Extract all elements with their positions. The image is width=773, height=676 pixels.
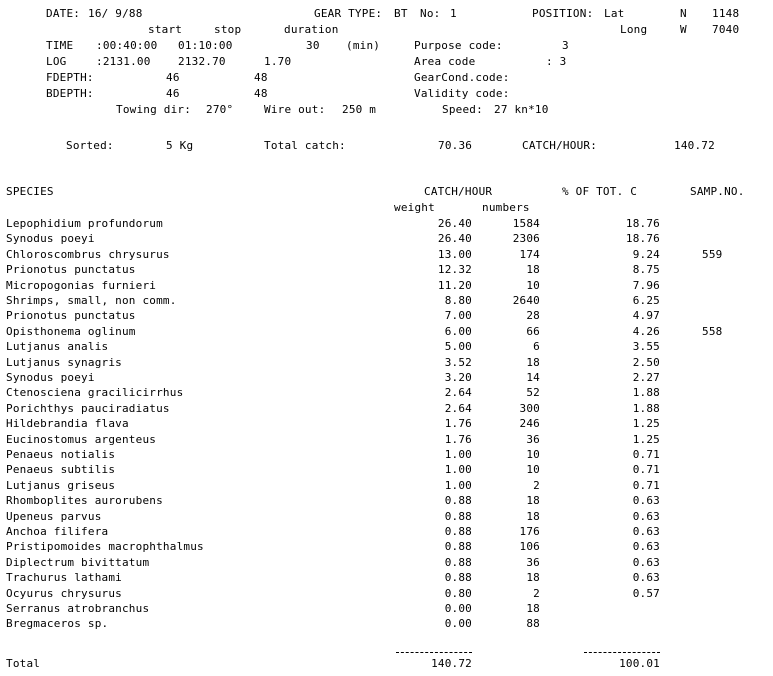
catch-numbers: 10 xyxy=(526,278,540,292)
catch-numbers: 14 xyxy=(526,371,540,384)
pct-of-total: 0.57 xyxy=(632,586,660,600)
species-name: Penaeus subtilis xyxy=(6,463,116,477)
catch-weight: 6.00 xyxy=(444,324,472,338)
catch-numbers: 10 xyxy=(526,463,540,477)
catch-numbers: 1584 xyxy=(512,217,540,230)
species-name: Chloroscombrus chrysurus xyxy=(6,247,170,261)
catch-numbers: 52 xyxy=(526,386,540,400)
towing-dir-value: 270° xyxy=(206,103,234,116)
pct-of-total: 18.76 xyxy=(625,217,660,230)
species-name: Synodus poeyi xyxy=(6,371,95,384)
total-weight-separator xyxy=(396,652,472,653)
col-duration-label: duration xyxy=(284,23,339,36)
catch-weight: 0.88 xyxy=(444,509,472,523)
species-name: Rhomboplites aurorubens xyxy=(6,494,163,508)
catch-weight: 1.00 xyxy=(444,463,472,477)
weight-subheader: weight xyxy=(394,201,435,214)
total-catch-value: 70.36 xyxy=(438,139,473,152)
wire-out-value: 250 m xyxy=(342,103,377,116)
species-name: Penaeus notialis xyxy=(6,448,116,461)
catch-numbers: 36 xyxy=(526,555,540,569)
pct-total-column-header: % OF TOT. C xyxy=(562,185,638,198)
sample-number: 558 xyxy=(702,324,723,338)
pct-of-total: 0.63 xyxy=(632,525,660,538)
lat-label: Lat xyxy=(604,7,625,20)
catch-weight: 8.80 xyxy=(444,294,472,307)
pct-of-total: 18.76 xyxy=(625,232,660,246)
catch-weight: 1.00 xyxy=(444,448,472,461)
catch-numbers: 18 xyxy=(526,509,540,523)
catch-numbers: 300 xyxy=(519,401,540,415)
log-stop: 2132.70 xyxy=(178,55,226,68)
total-catch-label: Total catch: xyxy=(264,139,346,152)
station-no-value: 1 xyxy=(450,7,457,20)
speed-label: Speed: xyxy=(442,103,483,116)
pct-of-total: 0.63 xyxy=(632,494,660,508)
fdepth-start: 46 xyxy=(166,71,180,84)
species-name: Lutjanus synagris xyxy=(6,355,122,369)
fdepth-stop: 48 xyxy=(254,71,268,84)
log-label: LOG xyxy=(46,55,67,68)
purpose-code-label: Purpose code: xyxy=(414,39,503,52)
catch-weight: 1.76 xyxy=(444,417,472,431)
catch-numbers: 18 xyxy=(526,263,540,277)
species-name: Prionotus punctatus xyxy=(6,309,136,323)
long-hemisphere: W xyxy=(680,23,687,36)
total-pct: 100.01 xyxy=(619,657,660,670)
date-value: 16/ 9/88 xyxy=(88,7,143,20)
time-duration: 30 xyxy=(306,39,320,52)
towing-dir-label: Towing dir: xyxy=(116,103,192,116)
total-pct-separator xyxy=(584,652,660,653)
col-start-label: start xyxy=(148,23,183,36)
pct-of-total: 1.25 xyxy=(632,417,660,431)
catch-weight: 1.00 xyxy=(444,478,472,492)
catch-weight: 3.52 xyxy=(444,355,472,369)
catch-numbers: 36 xyxy=(526,432,540,446)
species-name: Lepophidium profundorum xyxy=(6,217,163,230)
speed-value: 27 kn*10 xyxy=(494,103,549,116)
bdepth-stop: 48 xyxy=(254,87,268,100)
time-start: :00:40:00 xyxy=(96,39,158,52)
species-name: Prionotus punctatus xyxy=(6,263,136,277)
pct-of-total: 7.96 xyxy=(632,278,660,292)
catch-weight: 26.40 xyxy=(437,232,472,246)
catch-weight: 7.00 xyxy=(444,309,472,323)
station-no-label: No: xyxy=(420,7,441,20)
pct-of-total: 1.88 xyxy=(632,386,660,400)
species-name: Pristipomoides macrophthalmus xyxy=(6,540,204,554)
species-name: Lutjanus griseus xyxy=(6,478,116,492)
position-label: POSITION: xyxy=(532,7,594,20)
validity-code-label: Validity code: xyxy=(414,87,510,100)
catch-numbers: 2306 xyxy=(512,232,540,246)
pct-of-total: 6.25 xyxy=(632,294,660,307)
col-stop-label: stop xyxy=(214,23,242,36)
species-name: Ctenosciena gracilicirrhus xyxy=(6,386,184,400)
catch-numbers: 18 xyxy=(526,355,540,369)
catch-numbers: 10 xyxy=(526,448,540,461)
species-name: Serranus atrobranchus xyxy=(6,602,150,615)
species-name: Upeneus parvus xyxy=(6,509,102,523)
catch-weight: 1.76 xyxy=(444,432,472,446)
catch-numbers: 176 xyxy=(519,525,540,538)
species-name: Eucinostomus argenteus xyxy=(6,432,157,446)
catch-numbers: 28 xyxy=(526,309,540,323)
catch-numbers: 2640 xyxy=(512,294,540,307)
catch-numbers: 18 xyxy=(526,494,540,508)
gear-type-label: GEAR TYPE: xyxy=(314,7,383,20)
catch-numbers: 18 xyxy=(526,571,540,585)
catch-weight: 0.88 xyxy=(444,571,472,585)
lat-hemisphere: N xyxy=(680,7,687,20)
species-name: Anchoa filifera xyxy=(6,525,109,538)
catch-weight: 0.00 xyxy=(444,617,472,631)
numbers-subheader: numbers xyxy=(482,201,530,214)
area-code-value: : 3 xyxy=(546,55,567,68)
species-name: Diplectrum bivittatum xyxy=(6,555,150,569)
catch-weight: 0.88 xyxy=(444,555,472,569)
sorted-value: 5 Kg xyxy=(166,139,194,152)
gearcond-code-label: GearCond.code: xyxy=(414,71,510,84)
species-column-header: SPECIES xyxy=(6,185,54,198)
pct-of-total: 1.25 xyxy=(632,432,660,446)
bdepth-label: BDEPTH: xyxy=(46,87,94,100)
pct-of-total: 0.63 xyxy=(632,509,660,523)
catch-weight: 2.64 xyxy=(444,386,472,400)
pct-of-total: 0.63 xyxy=(632,555,660,569)
total-weight: 140.72 xyxy=(431,657,472,670)
species-name: Synodus poeyi xyxy=(6,232,95,246)
pct-of-total: 2.50 xyxy=(632,355,660,369)
pct-of-total: 0.63 xyxy=(632,540,660,554)
species-name: Porichthys pauciradiatus xyxy=(6,401,170,415)
total-label: Total xyxy=(6,657,41,670)
pct-of-total: 9.24 xyxy=(632,247,660,261)
catch-weight: 12.32 xyxy=(437,263,472,277)
catch-weight: 26.40 xyxy=(437,217,472,230)
species-name: Shrimps, small, non comm. xyxy=(6,294,177,307)
pct-of-total: 2.27 xyxy=(632,371,660,384)
catch-numbers: 2 xyxy=(533,586,540,600)
log-start: :2131.00 xyxy=(96,55,151,68)
log-duration: 1.70 xyxy=(264,55,292,68)
pct-of-total: 4.97 xyxy=(632,309,660,323)
species-name: Opisthonema oglinum xyxy=(6,324,136,338)
sample-no-column-header: SAMP.NO. xyxy=(690,185,745,198)
pct-of-total: 0.63 xyxy=(632,571,660,585)
catch-numbers: 246 xyxy=(519,417,540,431)
species-name: Hildebrandia flava xyxy=(6,417,129,431)
bdepth-start: 46 xyxy=(166,87,180,100)
sample-number: 559 xyxy=(702,247,723,261)
pct-of-total: 0.71 xyxy=(632,478,660,492)
species-name: Micropogonias furnieri xyxy=(6,278,157,292)
lat-value: 1148 xyxy=(712,7,740,20)
sorted-label: Sorted: xyxy=(66,139,114,152)
wire-out-label: Wire out: xyxy=(264,103,326,116)
purpose-code-value: 3 xyxy=(562,39,569,52)
catch-numbers: 6 xyxy=(533,340,540,354)
long-value: 7040 xyxy=(712,23,740,36)
catch-numbers: 106 xyxy=(519,540,540,554)
long-label: Long xyxy=(620,23,648,36)
catch-hour-column-header: CATCH/HOUR xyxy=(424,185,493,198)
date-label: DATE: xyxy=(46,7,81,20)
pct-of-total: 4.26 xyxy=(632,324,660,338)
pct-of-total: 3.55 xyxy=(632,340,660,354)
catch-hour-label: CATCH/HOUR: xyxy=(522,139,598,152)
catch-weight: 2.64 xyxy=(444,401,472,415)
species-name: Trachurus lathami xyxy=(6,571,122,585)
catch-weight: 13.00 xyxy=(437,247,472,261)
catch-weight: 0.80 xyxy=(444,586,472,600)
pct-of-total: 0.71 xyxy=(632,448,660,461)
species-name: Ocyurus chrysurus xyxy=(6,586,122,600)
catch-weight: 11.20 xyxy=(437,278,472,292)
catch-weight: 3.20 xyxy=(444,371,472,384)
catch-weight: 0.88 xyxy=(444,525,472,538)
catch-numbers: 66 xyxy=(526,324,540,338)
catch-weight: 0.88 xyxy=(444,540,472,554)
species-name: Bregmaceros sp. xyxy=(6,617,109,631)
species-name: Lutjanus analis xyxy=(6,340,109,354)
pct-of-total: 0.71 xyxy=(632,463,660,477)
catch-numbers: 2 xyxy=(533,478,540,492)
catch-weight: 0.00 xyxy=(444,602,472,615)
time-label: TIME xyxy=(46,39,74,52)
gear-type-value: BT xyxy=(394,7,408,20)
catch-numbers: 18 xyxy=(526,602,540,615)
area-code-label: Area code xyxy=(414,55,476,68)
catch-weight: 0.88 xyxy=(444,494,472,508)
catch-weight: 5.00 xyxy=(444,340,472,354)
time-stop: 01:10:00 xyxy=(178,39,233,52)
time-unit: (min) xyxy=(346,39,381,52)
fdepth-label: FDEPTH: xyxy=(46,71,94,84)
catch-numbers: 174 xyxy=(519,247,540,261)
pct-of-total: 8.75 xyxy=(632,263,660,277)
catch-hour-value: 140.72 xyxy=(674,139,715,152)
catch-numbers: 88 xyxy=(526,617,540,631)
pct-of-total: 1.88 xyxy=(632,401,660,415)
